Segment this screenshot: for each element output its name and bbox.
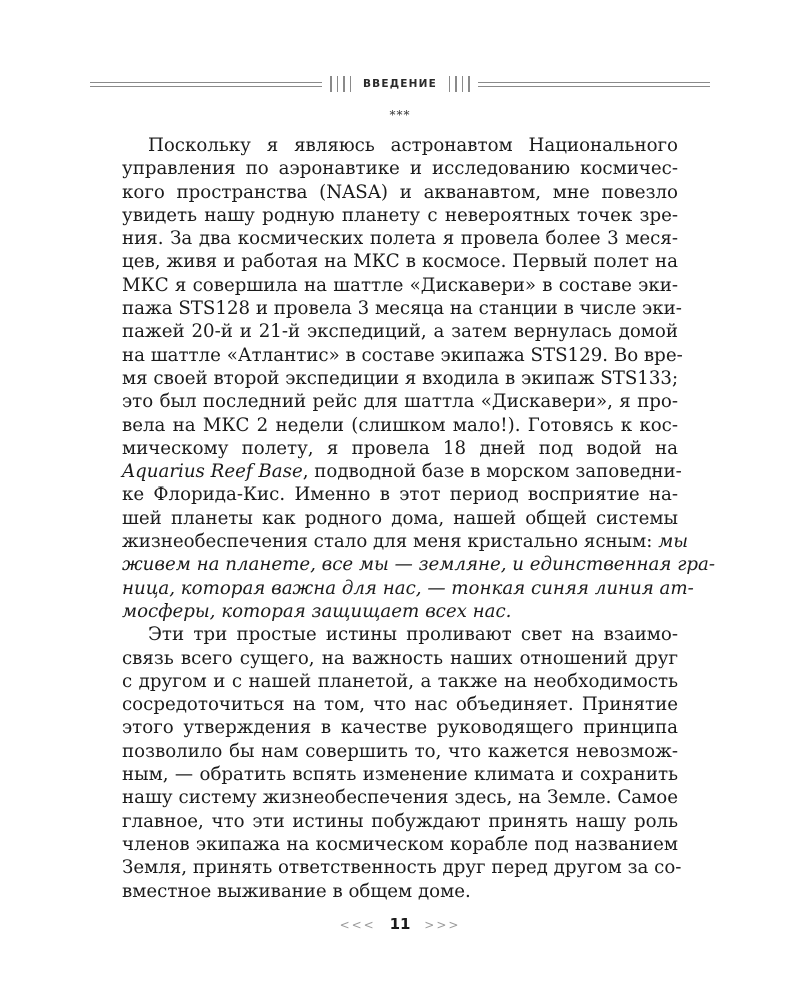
text-line: ница, которая важна для нас, — тонкая синяя линия ат- (122, 577, 694, 599)
text-line: на шаттле «Атлантис» в составе экипажа STS129. Во вре- (122, 344, 683, 366)
text-line: живем на планете, все мы — земляне, и единственная гра- (122, 554, 716, 576)
text-line: членов экипажа на космическом корабле под названием (122, 833, 678, 855)
text-line: пажа STS128 и провела 3 месяца на станции в числе эки- (122, 298, 682, 320)
text-line: кого пространства (NASA) и акванавтом, мне повезло (122, 181, 678, 203)
text-line: Поскольку я являюсь астронавтом Национального (148, 135, 678, 156)
text-line: шей планеты как родного дома, нашей общей системы (122, 507, 678, 529)
text-line: вместное выживание в общем доме. (122, 880, 471, 902)
text-line: сосредоточиться на том, что нас объединяет. Принятие (122, 694, 678, 716)
text-line: связь всего сущего, на важность наших отношений друг (122, 647, 678, 669)
footer-right-marks: >>> (424, 918, 461, 932)
text-line: с другом и с нашей планетой, а также на необходимость (122, 670, 678, 692)
footer-left-marks: <<< (339, 918, 376, 932)
text-line: ния. За два космических полета я провела более 3 меся- (122, 228, 678, 250)
text-line: этого утверждения в качестве руководящего принципа (122, 717, 678, 739)
text-line: Эти три простые истины проливают свет на взаимо- (148, 624, 678, 646)
text-line: увидеть нашу родную планету с невероятных точек зре- (122, 204, 678, 226)
text-line: ным, — обратить вспять изменение климата и сохранить (122, 764, 678, 786)
text-line: ке Флорида-Кис. Именно в этот период восприятие на- (122, 484, 678, 506)
text-line: жизнеобеспечения стало для меня кристально ясным: мы (122, 531, 689, 553)
header-ticks-right (449, 76, 470, 92)
paragraph-1 (122, 134, 716, 623)
text-line: мя своей второй экспедиции я входила в экипаж STS133; (122, 367, 679, 389)
page-number: 11 (389, 915, 411, 933)
text-line: Земля, принять ответственность друг перед другом за со- (122, 857, 682, 879)
header-rule-left (90, 81, 322, 88)
header-ticks-left (330, 76, 351, 92)
text-line: вела на МКС 2 недели (слишком мало!). Готовясь к кос- (122, 414, 678, 436)
body-text (122, 134, 716, 903)
text-line: Aquarius Reef Base, подводной базе в морском заповедни- (122, 461, 682, 483)
text-line: позволило бы нам совершить то, что кажется невозмож- (122, 740, 678, 762)
page-footer (0, 915, 800, 933)
text-line: это был последний рейс для шаттла «Дискавери», я про- (122, 391, 678, 413)
text-line: главное, что эти истины побуждают принять нашу роль (122, 810, 678, 832)
text-line: мосферы, которая защищает всех нас. (122, 600, 512, 622)
text-line: нашу систему жизнеобеспечения здесь, на Земле. Самое (122, 787, 678, 809)
paragraph-2 (122, 623, 682, 903)
text-line: управления по аэронавтике и исследованию космичес- (122, 158, 678, 180)
text-line: МКС я совершила на шаттле «Дискавери» в составе эки- (122, 274, 678, 296)
chapter-title: ВВЕДЕНИЕ (362, 78, 438, 90)
header-rule-right (478, 81, 710, 88)
running-head (90, 73, 710, 95)
section-separator: *** (389, 108, 411, 122)
text-line: пажей 20-й и 21-й экспедиций, а затем вернулась домой (122, 321, 678, 343)
text-line: мическому полету, я провела 18 дней под водой на (122, 437, 678, 459)
text-line: цев, живя и работая на МКС в космосе. Первый полет на (122, 251, 678, 273)
